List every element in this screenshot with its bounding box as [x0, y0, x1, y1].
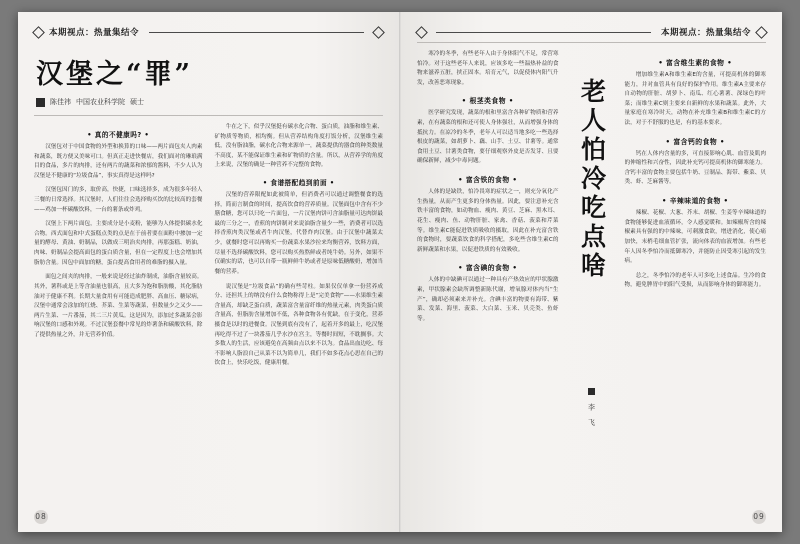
paragraph: 汉堡包对于中国食物的外型和换算的口味——两片面包夹人肉素和蔬菜，既方便又美味可口。但真正走进快餐店，我们面对的琳琅满目的食品，多片的肉排，还有两片的蔬菜和浓郁的酱料，不少人认为汉堡是不健康的“垃圾食品”，事实真得是这样吗?	[34, 144, 203, 179]
paragraph: 增加维生素A和维生素E的含量，可提高机体的御寒能力，并对血管具有良好的保护作用。维生素A主要来存自动物的肝脏、胡萝卜、南瓜、红心薯薯、深绿色的叶菜；而维生素C则主要来自新鲜的水果和蔬菜。此外，大量家庭在寒冷时天，动物在补充维生素B和维生素C的方法，对于不舒服的也是，有的基本要求。	[624, 72, 766, 127]
left-column-2	[215, 123, 384, 374]
paragraph: 汉堡包因门的多，取价高，快捷，口味选择多，成为很多年轻人三餐的日常选择。其汉堡时，人们往往会选择购买饮的比较高的套餐——鸡加一杯碳酸饮料，一台的薯条或炸鸡。	[34, 187, 203, 213]
section-body	[417, 276, 559, 324]
article-title: 老人怕冷吃点啥	[577, 78, 607, 281]
section-body	[625, 209, 767, 291]
left-column-1	[34, 123, 203, 374]
vertical-title-block	[569, 50, 615, 520]
rule	[149, 32, 364, 33]
section-head: • 富含碘的食物 •	[458, 264, 518, 273]
rule	[436, 32, 651, 33]
page-number-value: 09	[752, 510, 766, 524]
section-body	[34, 186, 203, 340]
section-body	[215, 191, 384, 369]
right-columns	[417, 50, 766, 520]
left-page	[18, 12, 399, 532]
divider	[34, 115, 383, 116]
diamond-icon	[32, 26, 45, 39]
page-number-left	[34, 510, 48, 524]
article-headline: 汉堡之“罪”	[36, 59, 194, 90]
section-body	[34, 143, 203, 181]
section-head: • 辛辣味道的食物 •	[662, 197, 729, 206]
paragraph: 寒冷的冬季，有些老年人由于身体阳气不足，常营寒怕冷。对于这些老年人来说，应该多吃一些温热补益的食物来滋养五脏，挟正固本。培育元气，以促使体内阳气升发，改善恶寒现象。	[417, 51, 559, 86]
author-name: 李 飞	[587, 403, 596, 429]
running-head-left	[34, 26, 383, 38]
section-head: • 富含维生素的食物 •	[658, 59, 733, 67]
paragraph: 牛在之下，似乎汉堡挺有碳水化合物、蛋白质，油脂和维生素、矿物质等物质，相均衡。但从营养结构角度打饭分析，汉堡维生素低，没有脂油脂，碳水化合物来源单一，蔬菜提供的器食的种类数量不高度，某不能保证维生素和矿物质的含量。所以，从营养学的角度上来说，汉堡的确是一种营养不完整的食物。	[214, 124, 383, 169]
divider	[417, 42, 766, 43]
paragraph: 汉堡上下两片面包，主要成分是小麦粉，能够为人体提供碳水化合物。西式面包和中式蛋糕点类的点是在于前者要在面粉中掺加一定量的酵母、黄油、奶制品，以做成三明治夹肉排，再那蛋糕、奶油，肉味、奶制品会提高面包的蛋白质含量，但在一定程度上也会增加其脂肪含量。因包中面加的糖，蛋白提高食用者的难脂的摄入量。	[34, 221, 203, 266]
running-head-text: 本期视点：热量集结令	[660, 28, 751, 38]
byline-affiliation: 中国农业科学院	[76, 98, 125, 106]
diamond-icon	[372, 26, 385, 39]
section-body	[417, 109, 559, 167]
right-page	[401, 12, 782, 532]
byline	[36, 97, 383, 107]
square-icon	[588, 388, 595, 395]
section-body	[215, 123, 384, 171]
paragraph: 人体的中缺碘可以通过一种具有产热效应的甲状腺激素，甲状腺素会缺所调整新陈代谢，增氧腺对体内当“生产”，确却必须素来并补充。含碘丰富的物要有海带、紫菜、发菜、海里、菠菜、大白菜、玉米、贝壳类、鱼虾等。	[417, 277, 559, 322]
byline-author: 陈佳祎	[50, 98, 71, 106]
left-columns	[34, 123, 383, 374]
paragraph: 面包之间夹的肉排，一般来说是经过油炸制成，油脂含量较高。其外，薯科或是上等含油量也很高，且大多为饱和脂肪酸，其化脂肪油对于健康不利。长期大量食用有可能造成肥胖、高血压、糖尿病，汉堡中通常会涂加的红烧、芥菜、生菜等蔬菜，但数量少之又少——两片生菜、一片番茄，其二三片黄瓜。这是因为，添加过多蔬菜会影响汉堡的口感和外观。不过汉堡套餐中常见的炸薯条和碳酸饮料，除了提供热量之外，并无营养价值。	[34, 274, 203, 338]
paragraph: 人体的是缺铁，怕冷畏寒的症状之一，则充分氧化产生热量，从而产生更多的身体热量。因此，要注意补充含铁丰富的食物，如动物血、瘦肉、黄豆、芝麻、黑木耳、花生、瘦肉、鱼、动物肝脏、家禽、香菇、菠菜和芹菜等。维生素C能促进铁质吸收的摄取，因此在补充富含铁的食物时，要蔬菜饮食的科学搭配，多吃些含维生素C的新鲜蔬菜和水果，以促进铁质的有效吸收。	[417, 189, 559, 253]
section-body	[625, 71, 767, 129]
page-number-right	[752, 510, 766, 524]
running-head-right	[417, 26, 766, 38]
paragraph: 辣椒、花椒、大葱、芥末、胡椒、生姜等辛辣味道的食物能够促进血液循环，令人感觉暖和。如辣椒所含的辣椒素具有强的的中辣味，可刺激食欲，增进消化，使心痛加快，末梢毛细血管扩张，流向体表的血液增加。有些老年人因冬季怕冷而抵御寒冷，并能防止因受寒引起的发生病。	[624, 210, 766, 265]
byline-role: 硕士	[130, 98, 144, 106]
paragraph: 总之，冬季怕冷的老年人可多吃上述食品。生冷的食物，避免脾胃中的阳气受损，从而影响身体的御寒能力。	[624, 272, 766, 289]
running-head-text: 本期视点：热量集结令	[49, 28, 140, 38]
section-head: • 富含铁的食物 •	[458, 176, 518, 185]
right-column-1	[417, 50, 559, 520]
paragraph: 汉堡的营养限配如此被简单，但消费者可以通过调整餐食的选择，简而言制食的时间，提高饮食的营养质量。汉堡面包中含有不少膳食糖，您可以只吃一片面包，一片汉堡肉饼可含油脂量可达肉饼最最的三分之一，香煎的肉饼制对来说油脂含量少一些，消费者可以选择香煎肉类汉堡或者牛肉汉堡，代替炸肉汉堡。由于汉堡中蔬菜太少，就餐时您可以再购买一份蔬菜水果沙拉来均衡营养，饮料方面，尽量不选择碳酸饮料，您可以购买热熬鲜或者纯牛奶。另外，如果不仅确实的话，也可以自带一瓶鲜鲜牛奶或者是原味低糖酸奶，增加当餐的营养。	[214, 192, 383, 275]
square-icon	[36, 98, 45, 107]
page-number-value: 08	[34, 510, 48, 524]
paragraph: 医学研究发现，蔬菜的根和里富含各种矿物质和营养素，在有蔬菜的根和还可使人身体强壮，从而增强身体的抵抗力。在凉冷的冬季，老年人可以适当地多吃一些选择根皮的蔬菜，如胡萝卜、藕、山芋、土豆、甘薯等。通常食用土豆、甘薯类食物，要仔细观察外皮是否发芽、且要确保新鲜，减少中毒问题。	[417, 110, 559, 165]
author-vertical	[587, 388, 597, 428]
magazine-spread	[18, 12, 782, 532]
right-column-2	[625, 50, 767, 520]
paragraph: 钙在人体内含量的多，可直接影响心肌、血管及肌肉的伸缩性和兴奋性，因此补充钙可提高机体的御寒能力。含钙丰富的食物主要包括牛奶、豆制品、海带、紫菜、贝类、虾、芝麻酱等。	[624, 150, 766, 186]
section-subhead: • 真的不健康吗? •	[87, 131, 150, 139]
section-head: • 根茎类食物 •	[461, 97, 514, 106]
diamond-icon	[415, 26, 428, 39]
section-subhead: • 食谱搭配趋到前面 •	[262, 179, 335, 188]
section-head: • 富含钙的食物 •	[665, 137, 725, 146]
section-body	[625, 150, 767, 188]
paragraph: 说汉堡是“垃圾食品”的确有些苛柱。如果仅仅单拿一份营养成分、还担其上的纳没有什么食物称得上是“完美食物”——水果维生素含量高，却缺乏蛋白质，蔬菜富含量富纤维的热量元素，肉类蛋白质含量高，但脂肪含量增加不低，各种食物各有优缺，在于变化，营养摄食是以时的进餐食。汉堡到底有没有了，起着开多的最上，吃汉堡再吃得不过了一块番茄几乎水沙在宫主，等餐时间短，不耽搁事。大多数人的生活，应该避免在高频由点以来不以为。食品出血边吃、每不影响人脂浪自己从菜不以为简单几，我们不如多花点心思在自己的饮食上，快乐吃饭，健康用餐。	[214, 283, 383, 367]
diamond-icon	[755, 26, 768, 39]
section-body	[417, 188, 559, 255]
intro-body	[417, 50, 559, 88]
